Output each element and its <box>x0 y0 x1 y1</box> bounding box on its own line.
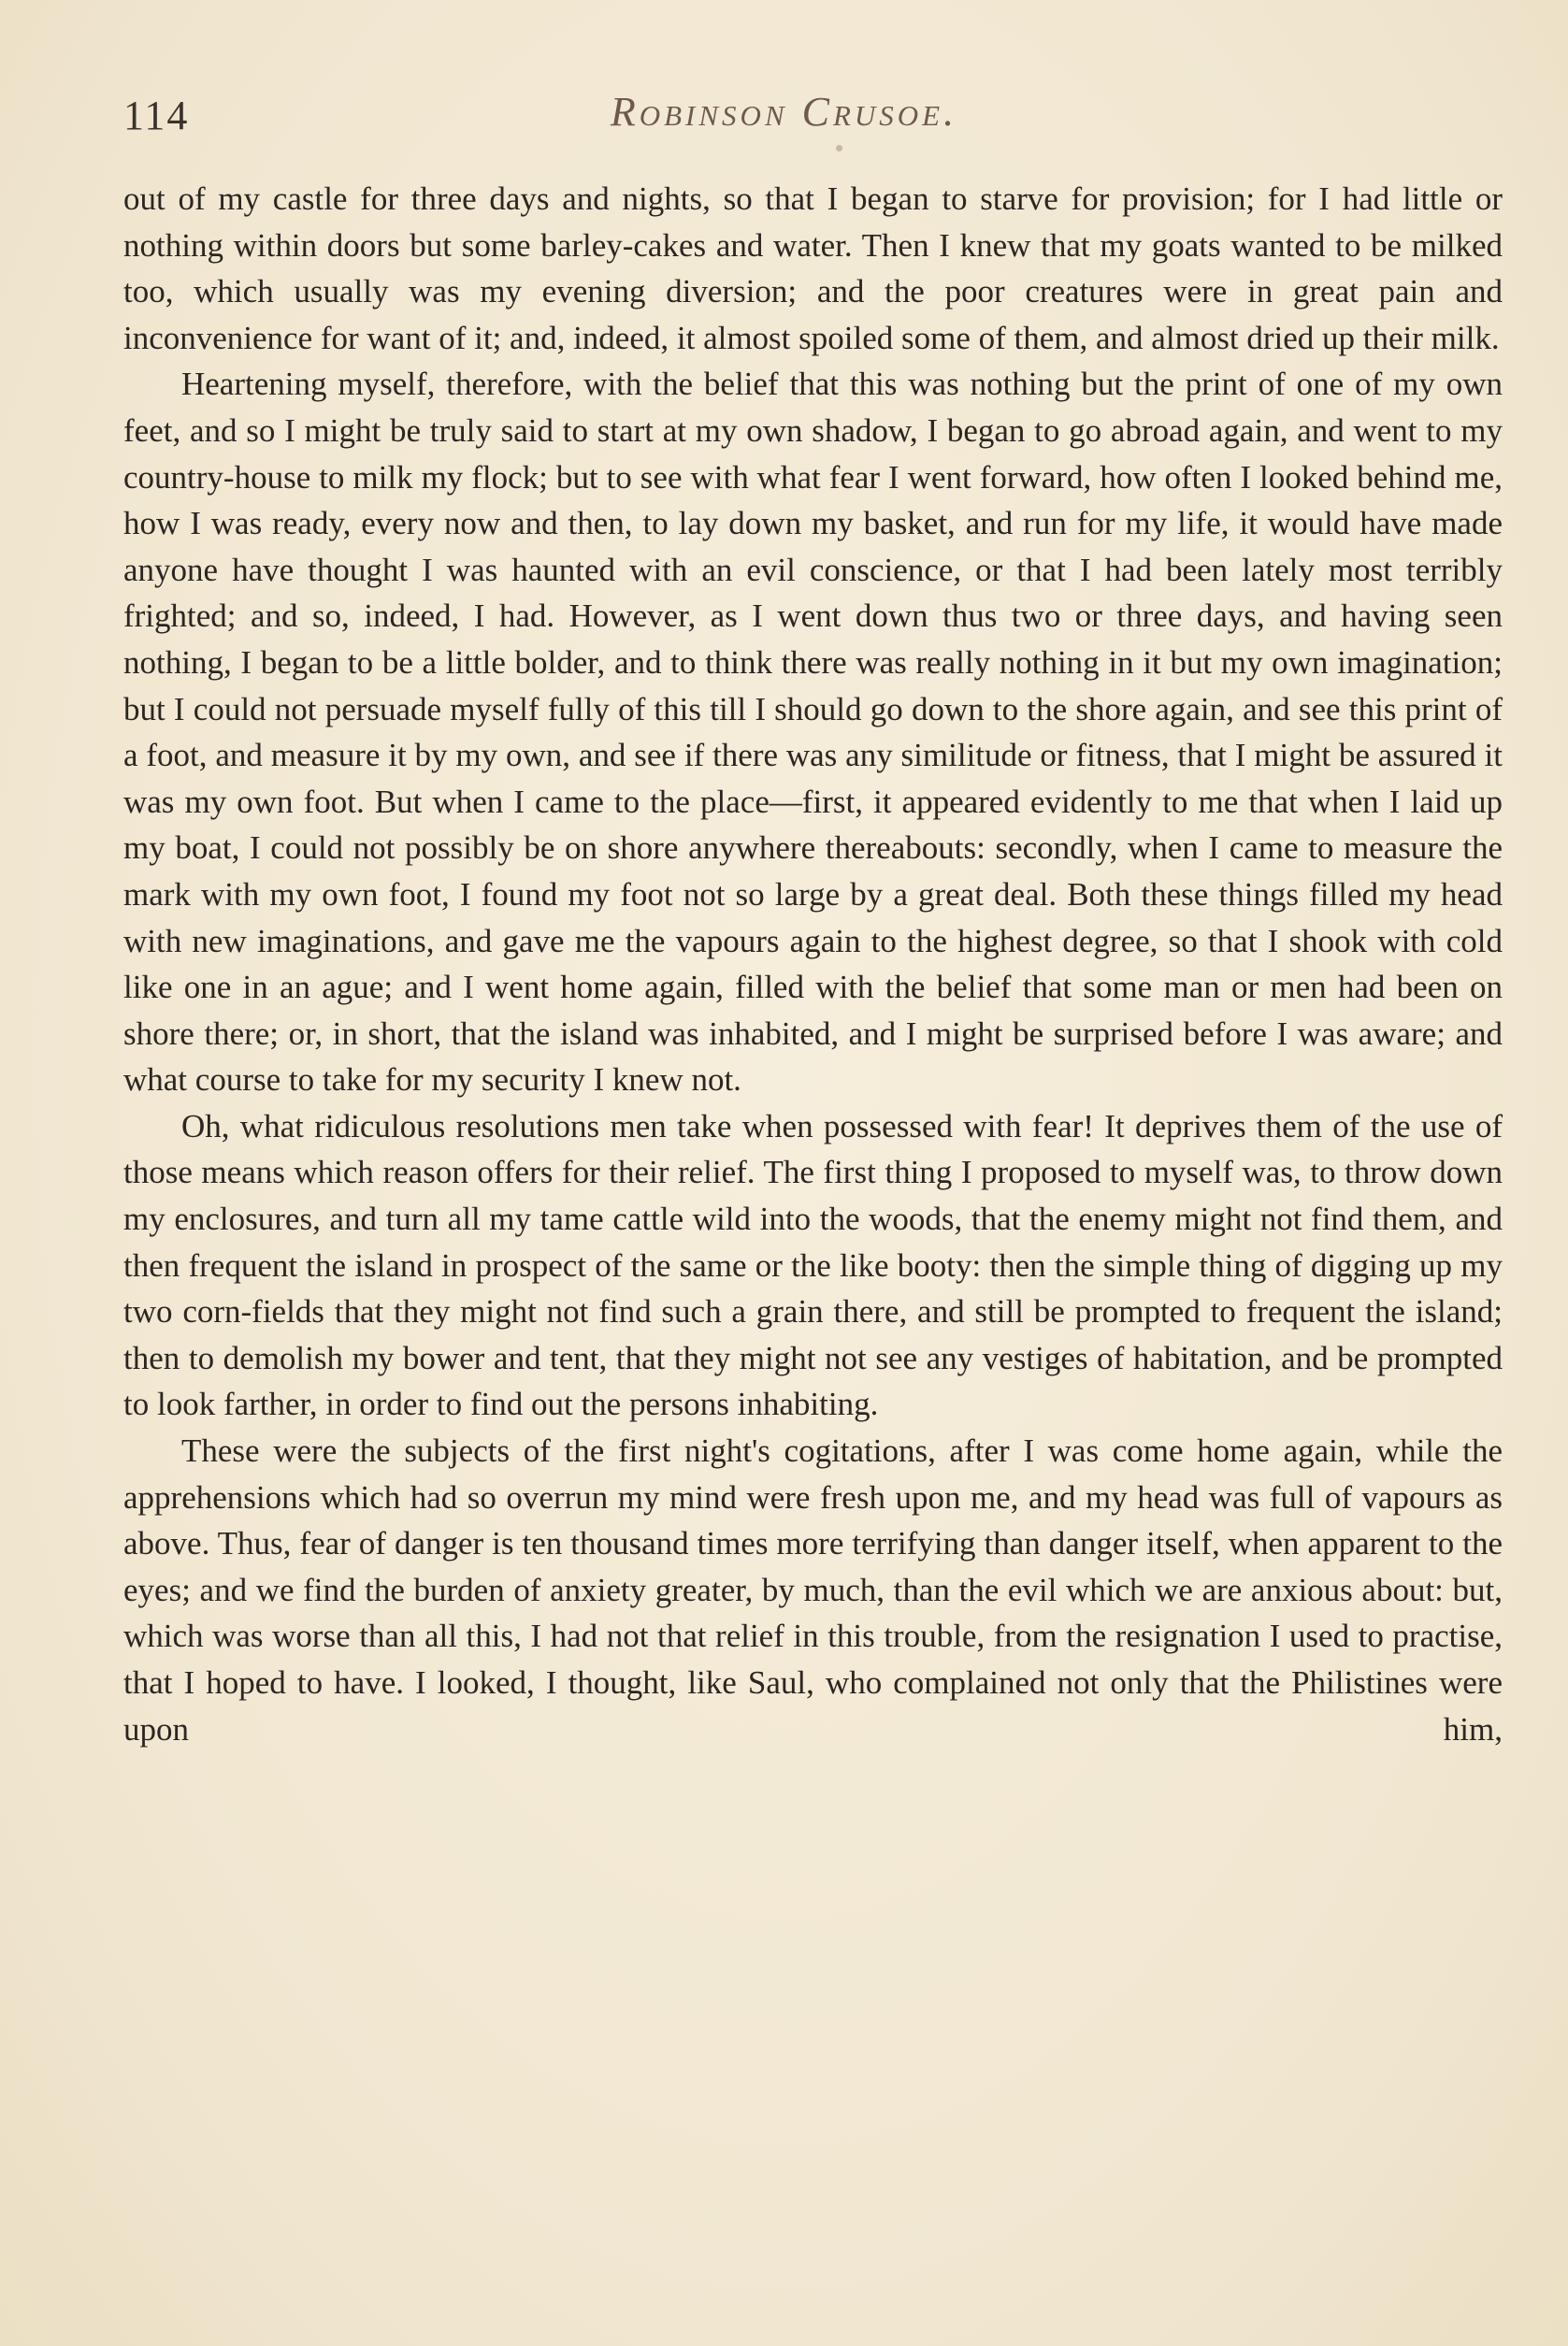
page-number: 114 <box>123 93 190 138</box>
paragraph-3: Oh, what ridiculous resolutions men take when possessed with fear! It deprives them of the use of those means which reason offers for their relief. The first thing I proposed to myself was, to throw down my enclosures, and turn all my tame cattle wild into the woods, that the enemy might not find them, and then frequent the island in prospect of the same or the like booty: then the simple thing of digging up my two corn-fields that they might not find such a grain there, and still be prompted to frequent the island; then to demolish my bower and tent, that they might not see any vestiges of habitation, and be prompted to look farther, in order to find out the persons inhabiting. <box>123 1107 1503 1423</box>
paragraph-2: Heartening myself, therefore, with the belief that this was nothing but the print of one of my own feet, and so I might be truly said to start at my own shadow, I began to go abroad again, and went to my country-house to milk my flock; but to see with what fear I went forward, how often I looked behind me, how I was ready, every now and then, to lay down my basket, and run for my life, it would have made anyone have thought I was haunted with an evil conscience, or that I had been lately most terribly frighted; and so, indeed, I had. However, as I went down thus two or three days, and having seen nothing, I began to be a little bolder, and to think there was really nothing in it but my own imagination; but I could not persuade myself fully of this till I should go down to the shore again, and see this print of a foot, and measure it by my own, and see if there was any similitude or fitness, that I might be assured it was my own foot. But when I came to the place—first, it appeared evidently to me that when I laid up my boat, I could not possibly be on shore anywhere thereabouts: secondly, when I came to measure the mark with my own foot, I found my foot not so large by a great deal. Both these things filled my head with new imaginations, and gave me the vapours again to the highest degree, so that I shook with cold like one in an ague; and I went home again, filled with the belief that some man or men had been on shore there; or, in short, that the island was inhabited, and I might be surprised before I was aware; and what course to take for my security I knew not. <box>123 366 1503 1099</box>
body-text <box>123 176 1503 1752</box>
running-title: Robinson Crusoe. <box>610 89 958 135</box>
paper-speck <box>836 145 842 151</box>
paragraph-4: These were the subjects of the first night's cogitations, after I was come home again, while the apprehensions which had so overrun my mind were fresh upon me, and my head was full of vapours as above. Thus, fear of danger is ten thousand times more terrifying than danger itself, when apparent to the eyes; and we find the burden of anxiety greater, by much, than the evil which we are anxious about: but, which was worse than all this, I had not that relief in this trouble, from the resignation I used to practise, that I hoped to have. I looked, I thought, like Saul, who complained not only that the Philistines were upon him, <box>123 1432 1503 1748</box>
paragraph-1: out of my castle for three days and nights, so that I began to starve for provision; for I had little or nothing within doors but some barley-cakes and water. Then I knew that my goats wanted to be milked too, which usually was my evening diversion; and the poor creatures were in great pain and inconvenience for want of it; and, indeed, it almost spoiled some of them, and almost dried up their milk. <box>123 180 1503 356</box>
